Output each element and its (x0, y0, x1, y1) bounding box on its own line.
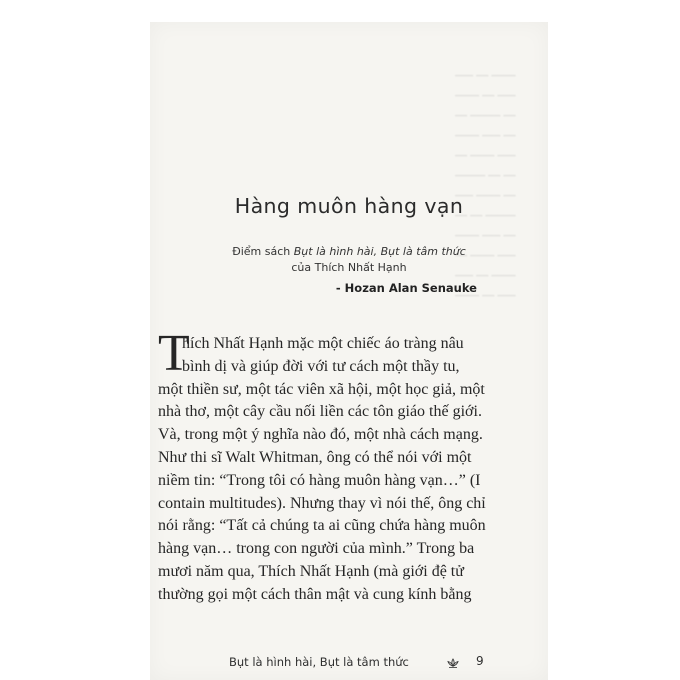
show-through-texture: ━━━ ━━ ━━━━ ━━━━ ━━ ━━━ ━━ ━━━━━ ━━ ━━━━ ━━━ ━━ ━━ ━━━━ ━━━ ━━━━━ ━━ ━━ ━━━ ━━━━ ━━ ━━ ━━ ━━━━━ ━━━━ ━━━ ━━ ━━ ━━━━ ━━━ ━━━ ━━ ━━━━ ━━━━ ━━ ━━━ (455, 71, 516, 302)
subtitle-author-line: của Thích Nhất Hạnh (291, 261, 407, 274)
body-line: nói rằng: “Tất cả chúng ta ai cũng chứa hàng muôn (158, 517, 486, 535)
book-page (150, 22, 548, 680)
body-line: thường gọi một cách thân mật và cung kính bằng (158, 585, 472, 603)
running-footer-title: Bụt là hình hài, Bụt là tâm thức (229, 655, 409, 669)
body-text (158, 325, 488, 607)
body-line: Như thi sĩ Walt Whitman, ông có thể nói với một (158, 448, 472, 466)
review-subtitle (150, 245, 548, 258)
body-line: mươi năm qua, Thích Nhất Hạnh (mà giới đệ tử (158, 562, 464, 580)
body-line: bình dị và giúp đời với tư cách một thầy tu, (182, 357, 460, 375)
byline: - Hozan Alan Senauke (335, 281, 477, 295)
body-line: niềm tin: “Trong tôi có hàng muôn hàng vạn…” (I (158, 471, 481, 489)
subtitle-book-title: Bụt là hình hài, Bụt là tâm thức (293, 245, 466, 258)
chapter-title: Hàng muôn hàng vạn (234, 194, 464, 218)
body-line: nhà thơ, một cây cầu nối liền các tôn giáo thế giới. (158, 403, 482, 421)
drop-cap: T (158, 325, 190, 382)
subtitle-prefix: Điểm sách (232, 245, 294, 258)
body-line: hích Nhất Hạnh mặc một chiếc áo tràng nâu (182, 335, 464, 352)
page-number: 9 (476, 654, 484, 668)
body-line: một thiền sư, một tác viên xã hội, một học giả, một (158, 380, 485, 398)
lotus-icon (446, 656, 460, 670)
body-line: Và, trong một ý nghĩa nào đó, một nhà cách mạng. (158, 426, 483, 444)
body-line: hàng vạn… trong con người của mình.” Trong ba (158, 540, 475, 558)
body-line: contain multitudes). Nhưng thay vì nói thế, ông chỉ (158, 494, 486, 512)
